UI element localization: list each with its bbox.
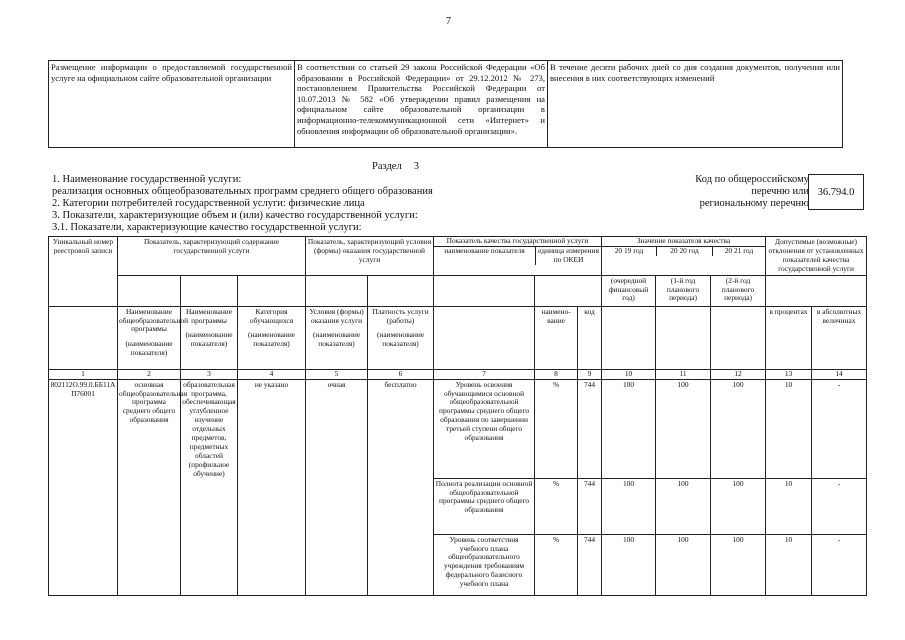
header-deviation: Допустимые (возможные) отклонения от установленных показателей качества государственной услуги xyxy=(766,237,867,276)
column-number: 12 xyxy=(711,369,766,379)
header-payment: Платность услуги (работы) (наименование показателя) xyxy=(368,306,434,369)
header-form-sub xyxy=(306,275,368,306)
table-header-row xyxy=(49,306,867,369)
section-label: Раздел xyxy=(372,161,402,172)
header-quality-empty xyxy=(434,306,535,369)
info-placement-table xyxy=(48,60,843,148)
info-method-cell: Размещение информации о предоставляемой государственной услуге на официальном сайте образовательной организации xyxy=(49,61,295,148)
header-unique-number: Уникальный номер реестровой записи xyxy=(49,237,118,307)
unit-name: % xyxy=(535,478,578,534)
indicators-heading: 3. Показатели, характеризующие объем и (или) качество государственной услуги: xyxy=(52,210,418,221)
header-unique-sub xyxy=(49,306,118,369)
value-year-3: 100 xyxy=(711,534,766,595)
column-number: 10 xyxy=(602,369,656,379)
table-row xyxy=(49,379,867,478)
indicator-name: Уровень соответствия учебного плана общеобразовательного учреждения требованиям федерального базисного учебного плана xyxy=(434,534,535,595)
info-frequency-cell: В течение десяти рабочих дней со дня создания документов, получения или внесения в них соответствующих изменений xyxy=(548,61,843,148)
deviation-percent: 10 xyxy=(766,534,812,595)
header-payment-sub xyxy=(368,275,434,306)
service-payment: бесплатно xyxy=(368,379,434,595)
table-header-row xyxy=(49,237,867,276)
header-content-indicator: Показатель, характеризующий содержание государственной услуги xyxy=(118,237,306,276)
unit-code: 744 xyxy=(578,534,602,595)
section-title xyxy=(372,161,419,172)
header-program-type: Наименование программы (наименование показателя) xyxy=(181,306,238,369)
header-value-group xyxy=(602,237,766,276)
header-unit-name: наимено-вание xyxy=(535,306,578,369)
header-deviation-percent: в процентах xyxy=(766,306,812,369)
unit-name: % xyxy=(535,379,578,478)
header-program-name: Наименование общеобразовательной программы (наименование показателя) xyxy=(118,306,181,369)
service-name-value: реализация основных общеобразовательных программ среднего общего образования xyxy=(52,186,433,197)
column-number: 7 xyxy=(434,369,535,379)
header-year-2-desc: (1-й год планового периода) xyxy=(656,275,711,306)
column-number: 8 xyxy=(535,369,578,379)
header-quality-name-sub xyxy=(434,275,535,306)
value-year-1: 100 xyxy=(602,379,656,478)
program-name: основная общеобразовательная программа среднего общего образования xyxy=(118,379,181,595)
program-type: образовательная программа, обеспечивающая углубленное изучение отдельных предметов, предметных областей (профильное обучение) xyxy=(181,379,238,595)
header-year-1-desc: (очередной финансовый год) xyxy=(602,275,656,306)
header-year-1: 20 19 год xyxy=(602,247,657,256)
consumer-category: 2. Категории потребителей государственной услуги: физические лица xyxy=(52,198,365,209)
indicator-name: Уровень освоения обучающимися основной общеобразовательной программы среднего общего образования по завершении третьей ступени общего образования xyxy=(434,379,535,478)
header-year-3-empty xyxy=(711,306,766,369)
section-number: 3 xyxy=(413,161,419,172)
consumer-category-cell: не указано xyxy=(238,379,306,595)
quality-indicators-table xyxy=(48,236,867,596)
header-conditions-indicator: Показатель, характеризующий условия (формы) оказания государственной услуги xyxy=(306,237,434,276)
value-year-1: 100 xyxy=(602,534,656,595)
header-quality-group xyxy=(434,237,602,276)
column-number: 1 xyxy=(49,369,118,379)
column-number: 6 xyxy=(368,369,434,379)
header-category: Категория обучающихся (наименование показателя) xyxy=(238,306,306,369)
code-label-line3: региональному перечню xyxy=(699,198,809,209)
info-basis-cell: В соответствии со статьей 29 закона Российской Федерации «Об образовании в Российской Федерации» от 29.12.2012 № 273, постановлением Правительства Российской Федерации от 10.07.2013 № 582 «Об утверждении правил размещения на официальном сайте образовательной организации в информационно-телекоммуникационной сети «Интернет» и обновления информации об образовательной организации». xyxy=(295,61,548,148)
column-number: 3 xyxy=(181,369,238,379)
value-year-3: 100 xyxy=(711,379,766,478)
header-program-name-sub xyxy=(118,275,181,306)
service-form: очная xyxy=(306,379,368,595)
record-id: 802112О.99.0.ББ11АП76001 xyxy=(49,379,118,595)
deviation-percent: 10 xyxy=(766,379,812,478)
deviation-absolute: - xyxy=(812,534,867,595)
code-label-line2: перечню или xyxy=(751,186,809,197)
header-value: Значение показателя качества xyxy=(602,237,765,247)
column-number: 11 xyxy=(656,369,711,379)
value-year-2: 100 xyxy=(656,379,711,478)
header-year-1-empty xyxy=(602,306,656,369)
column-number: 13 xyxy=(766,369,812,379)
header-year-3-desc: (2-й год планового периода) xyxy=(711,275,766,306)
service-name-label: 1. Наименование государственной услуги: xyxy=(52,174,242,185)
unit-code: 744 xyxy=(578,379,602,478)
header-deviation-sub xyxy=(766,275,867,306)
deviation-percent: 10 xyxy=(766,478,812,534)
header-program-type-sub xyxy=(181,275,238,306)
table-header-row xyxy=(49,275,867,306)
indicator-name: Полнота реализации основной общеобразовательной программы среднего общего образования xyxy=(434,478,535,534)
header-unit-code: код xyxy=(578,306,602,369)
code-label-line1: Код по общероссийскому xyxy=(695,174,809,185)
column-number: 5 xyxy=(306,369,368,379)
header-year-2: 20 20 год xyxy=(657,247,713,256)
header-unit: единица измерения по ОКЕИ xyxy=(538,245,599,264)
header-quality-name: наименование показателя xyxy=(434,247,536,265)
column-number: 4 xyxy=(238,369,306,379)
header-form: Условия (формы) оказания услуги (наименование показателя) xyxy=(306,306,368,369)
value-year-3: 100 xyxy=(711,478,766,534)
header-deviation-absolute: в абсолютных величинах xyxy=(812,306,867,369)
quality-indicators-heading: 3.1. Показатели, характеризующие качество государственной услуги: xyxy=(52,222,362,233)
deviation-absolute: - xyxy=(812,379,867,478)
column-number: 9 xyxy=(578,369,602,379)
header-category-sub xyxy=(238,275,306,306)
header-unit-sub xyxy=(535,275,602,306)
header-year-3: 20 21 год xyxy=(724,245,754,255)
column-number: 14 xyxy=(812,369,867,379)
unit-code: 744 xyxy=(578,478,602,534)
value-year-2: 100 xyxy=(656,478,711,534)
header-year-2-empty xyxy=(656,306,711,369)
deviation-absolute: - xyxy=(812,478,867,534)
column-number-row xyxy=(49,369,867,379)
value-year-2: 100 xyxy=(656,534,711,595)
header-quality-indicator: Показатель качества государственной услуги xyxy=(434,237,601,247)
page-number: 7 xyxy=(446,16,451,27)
column-number: 2 xyxy=(118,369,181,379)
registry-code-box: 36.794.0 xyxy=(808,174,864,210)
value-year-1: 100 xyxy=(602,478,656,534)
unit-name: % xyxy=(535,534,578,595)
table-row xyxy=(49,61,843,148)
